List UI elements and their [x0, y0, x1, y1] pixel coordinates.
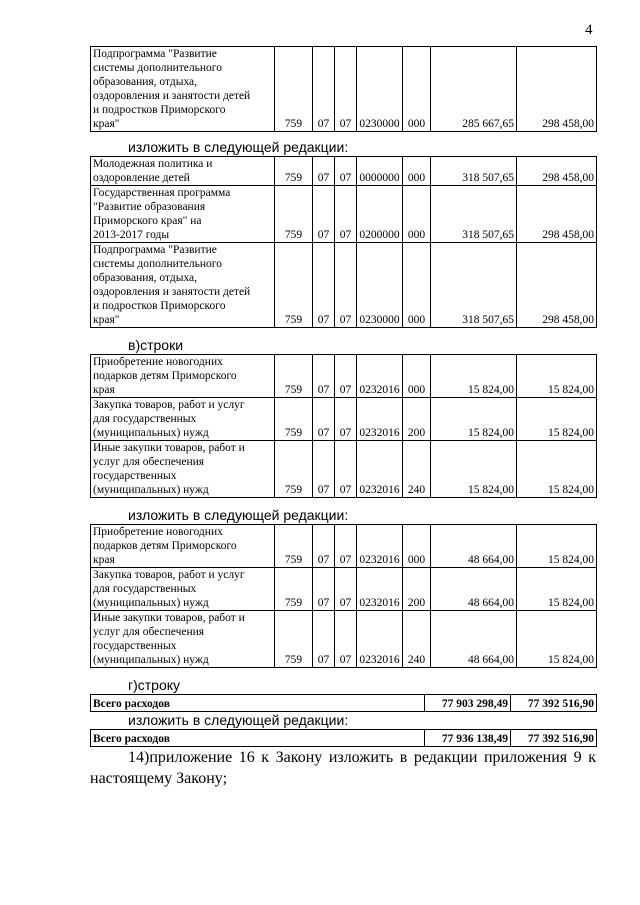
- section-code: 07: [313, 186, 335, 243]
- target-code: 0232016: [357, 398, 403, 441]
- row-name: Молодежная политика и оздоровление детей: [91, 157, 275, 186]
- table-row: [91, 525, 597, 568]
- caption-amend-3: изложить в следующей редакции:: [128, 712, 349, 728]
- row-name: Иные закупки товаров, работ и услуг для обеспечения государственных (муниципальных) нужд: [91, 611, 275, 668]
- expense-type-code: 000: [403, 355, 431, 398]
- admin-code: 759: [275, 611, 313, 668]
- expense-type-code: 000: [403, 186, 431, 243]
- section-code: 07: [313, 47, 335, 132]
- amount-2: 298 458,00: [517, 157, 597, 186]
- target-code: 0232016: [357, 441, 403, 498]
- table-row: [91, 186, 597, 243]
- page-number: 4: [585, 22, 593, 38]
- amount-2: 15 824,00: [517, 568, 597, 611]
- caption-row-g: г)строку: [128, 677, 181, 693]
- admin-code: 759: [275, 398, 313, 441]
- target-code: 0232016: [357, 355, 403, 398]
- expense-type-code: 200: [403, 398, 431, 441]
- total-value-2: 77 392 516,90: [511, 695, 597, 712]
- admin-code: 759: [275, 441, 313, 498]
- amount-1: 15 824,00: [431, 355, 517, 398]
- subsection-code: 07: [335, 355, 357, 398]
- expense-type-code: 200: [403, 568, 431, 611]
- target-code: 0232016: [357, 568, 403, 611]
- admin-code: 759: [275, 355, 313, 398]
- section-code: 07: [313, 611, 335, 668]
- budget-table-3: [90, 354, 597, 498]
- admin-code: 759: [275, 157, 313, 186]
- section-code: 07: [313, 525, 335, 568]
- section-code: 07: [313, 243, 335, 328]
- subsection-code: 07: [335, 157, 357, 186]
- total-value-1: 77 903 298,49: [425, 695, 511, 712]
- total-value-2: 77 392 516,90: [511, 730, 597, 747]
- expense-type-code: 000: [403, 525, 431, 568]
- budget-table-4: [90, 524, 597, 668]
- target-code: 0000000: [357, 157, 403, 186]
- row-name: Иные закупки товаров, работ и услуг для обеспечения государственных (муниципальных) нужд: [91, 441, 275, 498]
- row-name: Государственная программа "Развитие образования Приморского края" на 2013-2017 годы: [91, 186, 275, 243]
- amount-2: 298 458,00: [517, 47, 597, 132]
- expense-type-code: 240: [403, 611, 431, 668]
- amount-2: 15 824,00: [517, 441, 597, 498]
- amount-1: 318 507,65: [431, 186, 517, 243]
- amount-1: 285 667,65: [431, 47, 517, 132]
- amount-1: 318 507,65: [431, 157, 517, 186]
- amount-2: 15 824,00: [517, 611, 597, 668]
- total-table-1: [90, 694, 597, 712]
- subsection-code: 07: [335, 47, 357, 132]
- subsection-code: 07: [335, 186, 357, 243]
- amount-2: 298 458,00: [517, 186, 597, 243]
- amount-1: 48 664,00: [431, 611, 517, 668]
- section-code: 07: [313, 355, 335, 398]
- subsection-code: 07: [335, 568, 357, 611]
- caption-amend-1: изложить в следующей редакции:: [128, 139, 349, 155]
- amount-1: 15 824,00: [431, 441, 517, 498]
- total-table-2: [90, 729, 597, 747]
- total-label: Всего расходов: [91, 730, 425, 747]
- admin-code: 759: [275, 186, 313, 243]
- expense-type-code: 000: [403, 47, 431, 132]
- target-code: 0232016: [357, 611, 403, 668]
- amount-1: 15 824,00: [431, 398, 517, 441]
- expense-type-code: 000: [403, 157, 431, 186]
- target-code: 0230000: [357, 47, 403, 132]
- subsection-code: 07: [335, 243, 357, 328]
- row-name: Закупка товаров, работ и услуг для государственных (муниципальных) нужд: [91, 398, 275, 441]
- amount-2: 15 824,00: [517, 525, 597, 568]
- amount-1: 48 664,00: [431, 525, 517, 568]
- expense-type-code: 000: [403, 243, 431, 328]
- table-row: [91, 243, 597, 328]
- table-row: [91, 355, 597, 398]
- table-row: [91, 441, 597, 498]
- subsection-code: 07: [335, 441, 357, 498]
- row-name: Подпрограмма "Развитие системы дополнительного образования, отдыха, оздоровления и занятости детей и подростков Приморского края": [91, 47, 275, 132]
- budget-table-2: [90, 156, 597, 328]
- subsection-code: 07: [335, 525, 357, 568]
- section-code: 07: [313, 398, 335, 441]
- amount-2: 15 824,00: [517, 355, 597, 398]
- subsection-code: 07: [335, 398, 357, 441]
- table-row: [91, 568, 597, 611]
- amount-2: 15 824,00: [517, 398, 597, 441]
- table-row: [91, 611, 597, 668]
- target-code: 0200000: [357, 186, 403, 243]
- caption-amend-2: изложить в следующей редакции:: [128, 507, 349, 523]
- admin-code: 759: [275, 525, 313, 568]
- admin-code: 759: [275, 47, 313, 132]
- section-code: 07: [313, 157, 335, 186]
- target-code: 0232016: [357, 525, 403, 568]
- budget-table-1: [90, 46, 597, 132]
- paragraph-14: 14)приложение 16 к Закону изложить в редакции приложения 9 к настоящему Закону;: [90, 749, 596, 787]
- row-name: Подпрограмма "Развитие системы дополнительного образования, отдыха, оздоровления и занятости детей и подростков Приморского края": [91, 243, 275, 328]
- table-row: [91, 47, 597, 132]
- subsection-code: 07: [335, 611, 357, 668]
- admin-code: 759: [275, 243, 313, 328]
- total-value-1: 77 936 138,49: [425, 730, 511, 747]
- section-code: 07: [313, 568, 335, 611]
- amount-1: 48 664,00: [431, 568, 517, 611]
- amount-1: 318 507,65: [431, 243, 517, 328]
- target-code: 0230000: [357, 243, 403, 328]
- caption-rows-v: в)строки: [128, 337, 184, 353]
- table-row: [91, 398, 597, 441]
- row-name: Закупка товаров, работ и услуг для государственных (муниципальных) нужд: [91, 568, 275, 611]
- total-label: Всего расходов: [91, 695, 425, 712]
- table-row: [91, 157, 597, 186]
- section-code: 07: [313, 441, 335, 498]
- row-name: Приобретение новогодних подарков детям Приморского края: [91, 525, 275, 568]
- row-name: Приобретение новогодних подарков детям Приморского края: [91, 355, 275, 398]
- admin-code: 759: [275, 568, 313, 611]
- expense-type-code: 240: [403, 441, 431, 498]
- amount-2: 298 458,00: [517, 243, 597, 328]
